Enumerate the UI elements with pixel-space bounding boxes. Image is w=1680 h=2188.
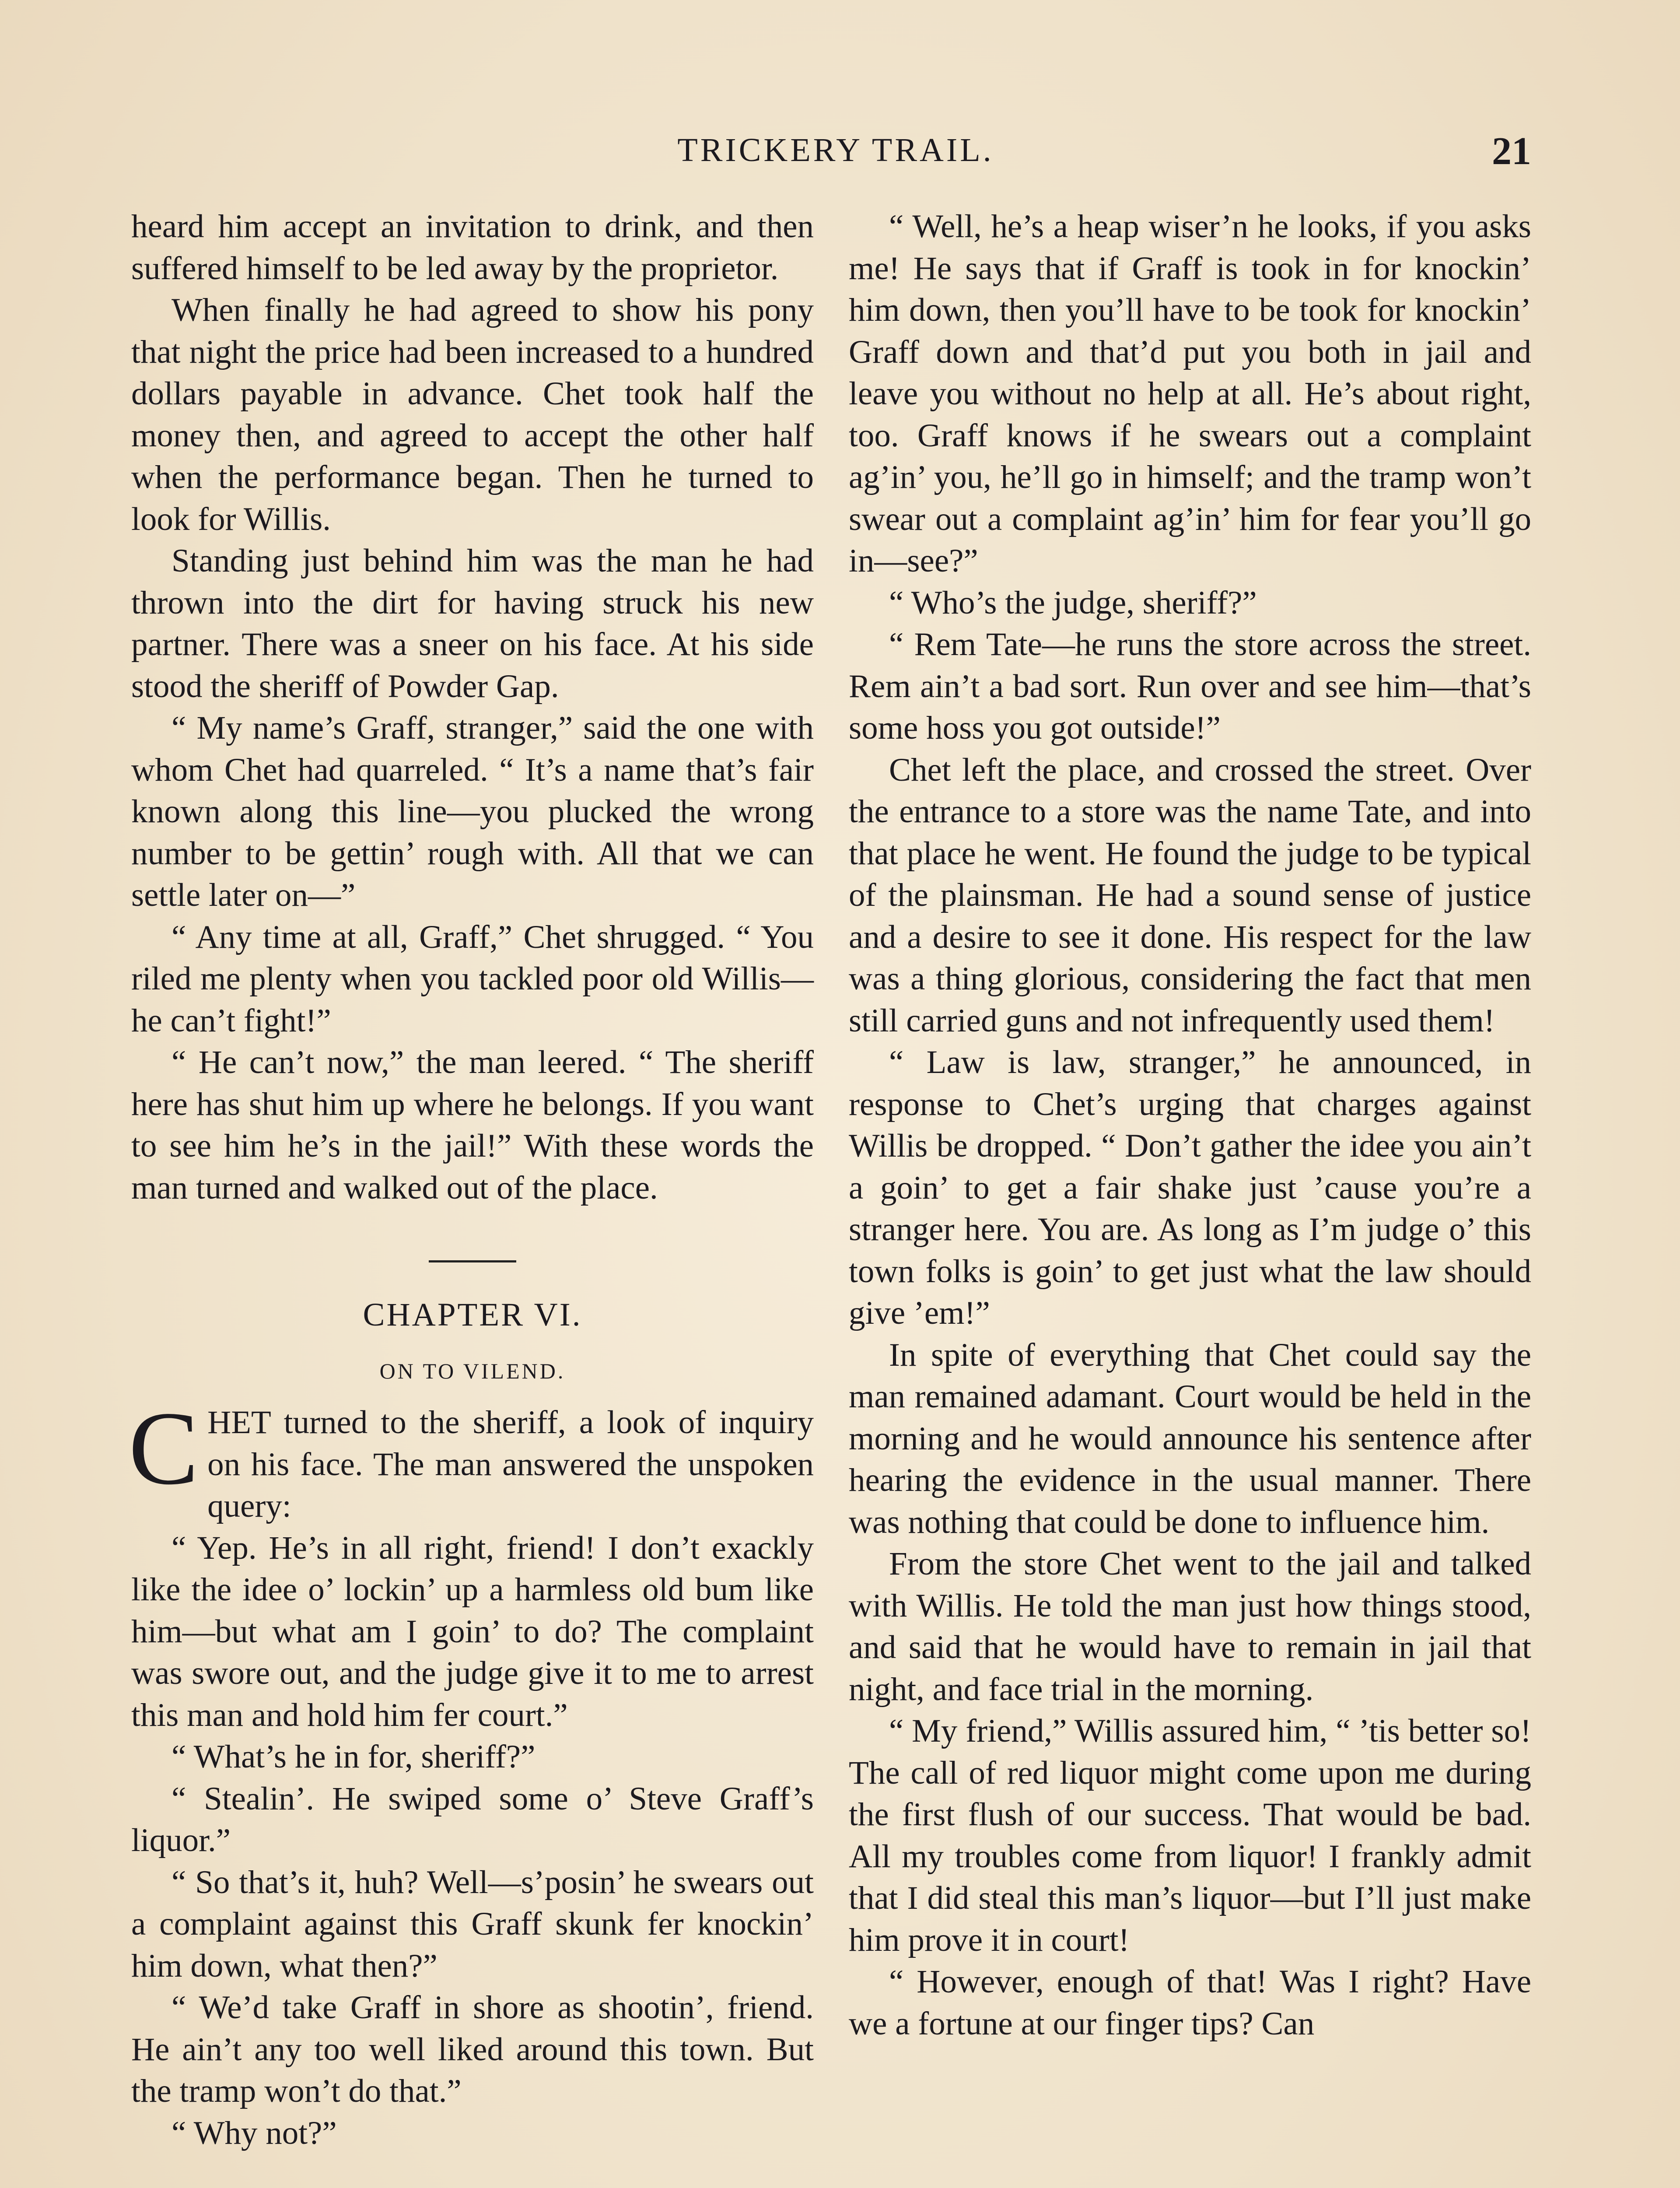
paragraph: “ Well, he’s a heap wiser’n he looks, if you asks me! He says that if Graff is took in for knockin’ him down, then you’ll have to be took for knockin’ Graff down and that’d put you both in jail and leave you without no help at all. He’s about right, too. Graff knows if he swears out a complaint ag’in’ you, he’ll go in himself; and the tramp won’t swear out a complaint ag’in’ him for fear you’ll go in—see?” [849,208,1531,579]
paragraph: heard him accept an invitation to drink, and then suffered himself to be led away by the proprietor. [131,208,814,287]
paragraph: “ What’s he in for, sheriff?” [172,1739,536,1775]
paragraph: “ So that’s it, huh? Well—s’posin’ he swears out a complaint against this Graff skunk fer knockin’ him down, what then?” [131,1864,814,1984]
page-number: 21 [1492,130,1531,173]
paragraph: “ We’d take Graff in shore as shootin’, friend. He ain’t any too well liked around this town. But the tramp won’t do that.” [131,1989,814,2109]
running-header [131,131,1540,179]
paragraph: In spite of everything that Chet could say the man remained adamant. Court would be held in the morning and he would announce his sentence after hearing the evidence in the usual manner. There was nothing that could be done to influence him. [849,1336,1531,1540]
paragraph: “ My name’s Graff, stranger,” said the one with whom Chet had quarreled. “ It’s a name that’s fair known along this line—you plucked the wrong number to be gettin’ rough with. All that we can settle later on—” [131,710,814,913]
drop-cap: C [129,1390,199,1506]
paragraph: “ He can’t now,” the man leered. “ The sheriff here has shut him up where he belongs. If you want to see him he’s in the jail!” With these words the man turned and walked out of the place. [131,1044,814,1206]
paragraph: “ My friend,” Willis assured him, “ ’tis better so! The call of red liquor might come upon me during the first flush of our success. That would be bad. All my troubles come from liquor! I frankly admit that I did steal this man’s liquor—but I’ll just make him prove it in court! [849,1713,1531,1958]
paragraph: “ Stealin’. He swiped some o’ Steve Graff’s liquor.” [131,1780,814,1858]
paragraph: Standing just behind him was the man he had thrown into the dirt for having struck his new partner. There was a sneer on his face. At his side stood the sheriff of Powder Gap. [131,543,814,705]
paragraph: “ Yep. He’s in all right, friend! I don’t exackly like the idee o’ lockin’ up a harmless old bum like him—but what am I goin’ to do? The complaint was swore out, and the judge give it to me to arrest this man and hold him fer court.” [131,1529,814,1733]
paragraph: “ However, enough of that! Was I right? Have we a fortune at our finger tips? Can [849,1964,1531,2042]
paragraph: “ Who’s the judge, sheriff?” [889,584,1257,621]
paragraph: “ Why not?” [172,2114,337,2151]
paragraph: “ Any time at all, Graff,” Chet shrugged. “ You riled me plenty when you tackled poor old Willis—he can’t fight!” [131,919,814,1039]
running-title: TRICKERY TRAIL. [677,132,994,168]
chapter-title: CHAPTER VI. [363,1297,582,1333]
left-column [131,206,814,2154]
chapter-opening-paragraph [129,1390,814,1527]
right-column [849,206,1531,2044]
paragraph: From the store Chet went to the jail and talked with Willis. He told the man just how things stood, and said that he would have to remain in jail that night, and face trial in the morning. [849,1546,1531,1708]
paragraph: “ Law is law, stranger,” he announced, in response to Chet’s urging that charges against Willis be dropped. “ Don’t gather the idee you ain’t a goin’ to get a fair shake just ’cause you’re a stranger here. You are. As long as I’m judge o’ this town folks is goin’ to get just what the law should give ’em!” [849,1044,1531,1331]
chapter-subtitle: ON TO VILEND. [379,1359,566,1383]
chapter-divider [429,1260,516,1262]
paragraph: “ Rem Tate—he runs the store across the street. Rem ain’t a bad sort. Run over and see him—that’s some hoss you got outside!” [849,626,1531,746]
paragraph: Chet left the place, and crossed the street. Over the entrance to a store was the name Tate, and into that place he went. He found the judge to be typical of the plainsman. He had a sound sense of justice and a desire to see it done. His respect for the law was a thing glorious, considering the fact that men still carried guns and not infrequently used them! [849,751,1531,1039]
paragraph: When finally he had agreed to show his pony that night the price had been increased to a hundred dollars payable in advance. Chet took half the money then, and agreed to accept the other half when the performance began. Then he turned to look for Willis. [131,292,814,537]
opening-text: HET turned to the sheriff, a look of inquiry on his face. The man answered the unspoken query: [207,1404,814,1524]
